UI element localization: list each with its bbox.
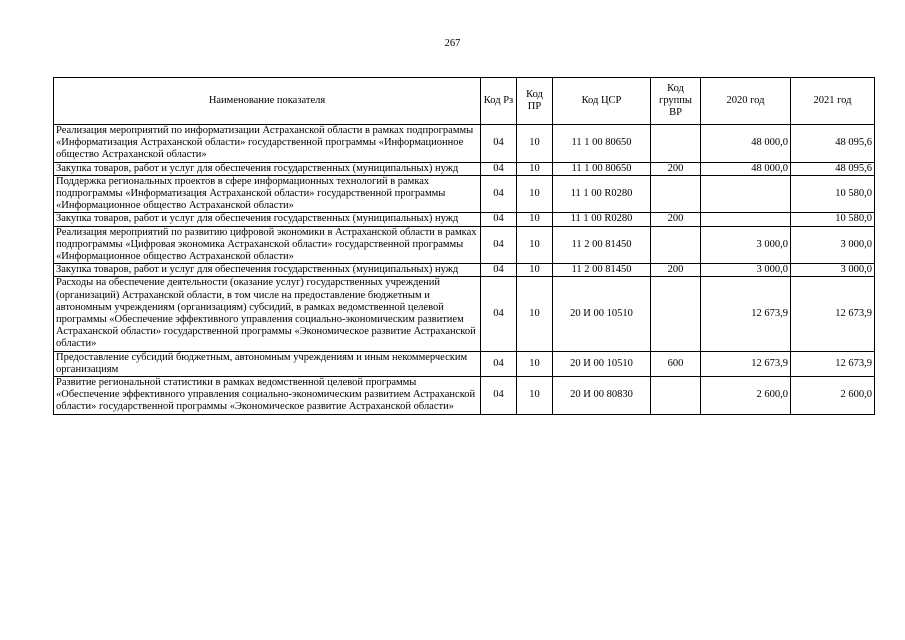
table-header-row [54,78,875,125]
row-2021: 3 000,0 [791,264,875,277]
row-csr: 20 И 00 10510 [553,351,651,376]
row-2020: 48 000,0 [701,125,791,163]
row-2021: 2 600,0 [791,377,875,415]
row-name: Предоставление субсидий бюджетным, автономным учреждениям и иным некоммерческим организациям [54,351,481,376]
row-csr: 11 1 00 R0280 [553,175,651,213]
row-2020 [701,175,791,213]
row-pr: 10 [517,264,553,277]
row-2020: 12 673,9 [701,277,791,351]
row-csr: 11 1 00 R0280 [553,213,651,226]
row-2021: 3 000,0 [791,226,875,264]
row-vr [651,226,701,264]
row-name: Закупка товаров, работ и услуг для обеспечения государственных (муниципальных) нужд [54,213,481,226]
row-name: Закупка товаров, работ и услуг для обеспечения государственных (муниципальных) нужд [54,264,481,277]
row-2021: 48 095,6 [791,162,875,175]
row-name: Расходы на обеспечение деятельности (оказание услуг) государственных учреждений (организаций) Астраханской области, в том числе на предоставление бюджетным и автономным учреждениям (организациям) субсидий, в рамках ведомственной целевой программы «Обеспечение эффективного управления социально-экономическим развитием Астраханской области» государственной программы «Экономическое развитие Астраханской области» [54,277,481,351]
row-2020: 12 673,9 [701,351,791,376]
row-2020: 3 000,0 [701,264,791,277]
header-rz: Код Рз [481,78,517,125]
row-csr: 20 И 00 10510 [553,277,651,351]
row-vr: 200 [651,162,701,175]
header-2021: 2021 год [791,78,875,125]
table-row [54,175,875,213]
header-2020: 2020 год [701,78,791,125]
row-rz: 04 [481,351,517,376]
row-rz: 04 [481,226,517,264]
row-name: Реализация мероприятий по информатизации Астраханской области в рамках подпрограммы «Информатизация Астраханской области» государственной программы «Информационное общество Астраханской области» [54,125,481,163]
row-vr: 200 [651,264,701,277]
row-pr: 10 [517,377,553,415]
row-rz: 04 [481,277,517,351]
table-row [54,264,875,277]
row-pr: 10 [517,351,553,376]
row-2021: 10 580,0 [791,213,875,226]
row-rz: 04 [481,175,517,213]
table-row [54,125,875,163]
row-csr: 20 И 00 80830 [553,377,651,415]
row-csr: 11 2 00 81450 [553,226,651,264]
header-csr: Код ЦСР [553,78,651,125]
row-pr: 10 [517,226,553,264]
row-rz: 04 [481,264,517,277]
row-pr: 10 [517,277,553,351]
header-vr: Код группы ВР [651,78,701,125]
row-pr: 10 [517,162,553,175]
budget-table [53,77,875,415]
row-pr: 10 [517,125,553,163]
row-csr: 11 2 00 81450 [553,264,651,277]
row-rz: 04 [481,377,517,415]
row-csr: 11 1 00 80650 [553,162,651,175]
table-row [54,226,875,264]
row-name: Развитие региональной статистики в рамках ведомственной целевой программы «Обеспечение эффективного управления социально-экономическим развитием Астраханской области» государственной программы «Экономическое развитие Астраханской области» [54,377,481,415]
table-row [54,351,875,376]
page-number: 267 [444,38,461,49]
table-row [54,213,875,226]
row-name: Реализация мероприятий по развитию цифровой экономики в Астраханской области в рамках подпрограммы «Цифровая экономика Астраханской области» государственной программы «Информационное общество Астраханской области» [54,226,481,264]
row-rz: 04 [481,162,517,175]
header-name: Наименование показателя [54,78,481,125]
row-pr: 10 [517,175,553,213]
table-row [54,277,875,351]
row-vr: 600 [651,351,701,376]
row-rz: 04 [481,125,517,163]
row-csr: 11 1 00 80650 [553,125,651,163]
row-vr [651,125,701,163]
row-vr [651,377,701,415]
row-2020 [701,213,791,226]
row-2020: 48 000,0 [701,162,791,175]
row-name: Поддержка региональных проектов в сфере информационных технологий в рамках подпрограммы «Информатизация Астраханской области» государственной программы «Информационное общество Астраханской области» [54,175,481,213]
table-row [54,377,875,415]
row-vr: 200 [651,213,701,226]
row-2020: 3 000,0 [701,226,791,264]
row-vr [651,277,701,351]
row-2021: 48 095,6 [791,125,875,163]
header-pr: Код ПР [517,78,553,125]
row-2021: 10 580,0 [791,175,875,213]
row-pr: 10 [517,213,553,226]
row-rz: 04 [481,213,517,226]
row-name: Закупка товаров, работ и услуг для обеспечения государственных (муниципальных) нужд [54,162,481,175]
row-2021: 12 673,9 [791,277,875,351]
row-2021: 12 673,9 [791,351,875,376]
table-row [54,162,875,175]
row-2020: 2 600,0 [701,377,791,415]
row-vr [651,175,701,213]
